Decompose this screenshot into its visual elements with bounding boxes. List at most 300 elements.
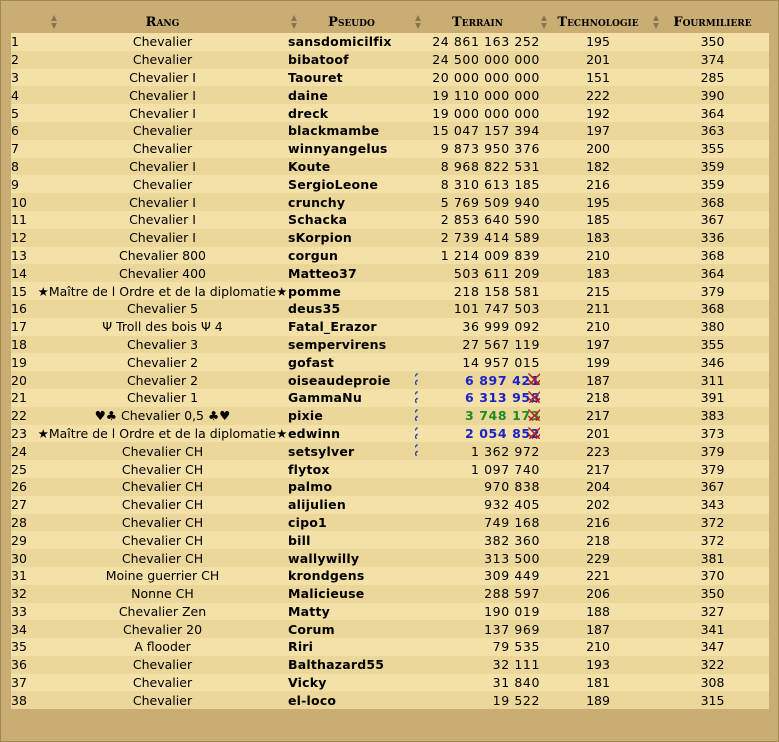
- terrain-value: 932 405: [484, 497, 540, 513]
- player-terrain: [415, 336, 540, 354]
- player-pseudo-link[interactable]: wallywilly: [288, 549, 415, 567]
- table-row: [11, 264, 769, 282]
- player-fourmiliere: 355: [656, 140, 769, 158]
- player-pseudo-link[interactable]: sKorpion: [288, 229, 415, 247]
- player-pseudo-link[interactable]: Riri: [288, 638, 415, 656]
- column-header-fourmiliere-label: Fourmiliere: [673, 14, 752, 30]
- table-row: [11, 460, 769, 478]
- terrain-value: 218 158 581: [453, 283, 540, 299]
- player-fourmiliere: 379: [656, 282, 769, 300]
- row-number: 24: [11, 442, 37, 460]
- crossed-swords-blue-icon[interactable]: [415, 443, 419, 458]
- player-technologie: 217: [540, 460, 656, 478]
- row-number: 34: [11, 620, 37, 638]
- sort-arrows-icon[interactable]: [51, 13, 58, 31]
- row-number: 14: [11, 264, 37, 282]
- player-technologie: 189: [540, 691, 656, 709]
- table-row: [11, 407, 769, 425]
- player-technologie: 216: [540, 175, 656, 193]
- player-rank: ♥♣ Chevalier 0,5 ♣♥: [37, 407, 288, 425]
- player-rank: Chevalier I: [37, 104, 288, 122]
- row-number: 17: [11, 318, 37, 336]
- row-number: 27: [11, 496, 37, 514]
- player-pseudo-link[interactable]: palmo: [288, 478, 415, 496]
- player-fourmiliere: 372: [656, 514, 769, 532]
- player-terrain: [415, 104, 540, 122]
- terrain-value: 970 838: [484, 479, 540, 495]
- player-rank: Chevalier 800: [37, 247, 288, 265]
- player-rank: A flooder: [37, 638, 288, 656]
- player-terrain: [415, 86, 540, 104]
- table-row: [11, 122, 769, 140]
- player-fourmiliere: 322: [656, 656, 769, 674]
- player-technologie: 206: [540, 585, 656, 603]
- player-fourmiliere: 363: [656, 122, 769, 140]
- player-pseudo-link[interactable]: setsylver: [288, 442, 415, 460]
- player-pseudo-link[interactable]: corgun: [288, 247, 415, 265]
- player-terrain: [415, 247, 540, 265]
- player-fourmiliere: 391: [656, 389, 769, 407]
- player-pseudo-link[interactable]: flytox: [288, 460, 415, 478]
- player-rank: Nonne CH: [37, 585, 288, 603]
- player-fourmiliere: 364: [656, 104, 769, 122]
- terrain-value: 6 313 958: [465, 390, 540, 406]
- player-fourmiliere: 383: [656, 407, 769, 425]
- player-terrain: [415, 531, 540, 549]
- player-fourmiliere: 390: [656, 86, 769, 104]
- column-header-pseudo-label: Pseudo: [328, 14, 375, 30]
- row-number: 3: [11, 69, 37, 87]
- player-fourmiliere: 341: [656, 620, 769, 638]
- column-header-terrain-label: Terrain: [452, 14, 503, 30]
- terrain-value: 288 597: [484, 586, 540, 602]
- row-number: 11: [11, 211, 37, 229]
- player-technologie: 192: [540, 104, 656, 122]
- table-row: [11, 33, 769, 51]
- row-number: 15: [11, 282, 37, 300]
- player-terrain: [415, 175, 540, 193]
- table-row: [11, 353, 769, 371]
- row-number: 37: [11, 674, 37, 692]
- player-terrain: [415, 442, 540, 460]
- player-fourmiliere: 347: [656, 638, 769, 656]
- terrain-value: 749 168: [484, 514, 540, 530]
- terrain-value: 19 522: [492, 692, 540, 708]
- terrain-value: 27 567 119: [462, 336, 540, 352]
- crossed-swords-blue-icon[interactable]: [415, 408, 419, 423]
- sort-arrows-icon[interactable]: [291, 13, 298, 31]
- sort-arrows-icon[interactable]: [653, 13, 660, 31]
- player-technologie: 197: [540, 336, 656, 354]
- player-technologie: 221: [540, 567, 656, 585]
- player-fourmiliere: 379: [656, 460, 769, 478]
- player-terrain: [415, 656, 540, 674]
- player-terrain: [415, 425, 540, 443]
- player-rank: Chevalier CH: [37, 531, 288, 549]
- terrain-value: 1 097 740: [470, 461, 540, 477]
- player-technologie: 223: [540, 442, 656, 460]
- row-number: 25: [11, 460, 37, 478]
- player-fourmiliere: 364: [656, 264, 769, 282]
- row-number: 5: [11, 104, 37, 122]
- player-rank: ★Maître de l Ordre et de la diplomatie★: [37, 425, 288, 441]
- row-number: 35: [11, 638, 37, 656]
- player-technologie: 151: [540, 69, 656, 87]
- player-pseudo-link[interactable]: Koute: [288, 158, 415, 176]
- player-rank: Chevalier: [37, 674, 288, 692]
- player-rank: Chevalier: [37, 656, 288, 674]
- table-row: [11, 496, 769, 514]
- crossed-swords-red-icon[interactable]: [527, 372, 540, 387]
- row-number: 13: [11, 247, 37, 265]
- player-rank: Moine guerrier CH: [37, 567, 288, 585]
- player-terrain: [415, 496, 540, 514]
- player-terrain: [415, 389, 540, 407]
- player-technologie: 193: [540, 656, 656, 674]
- player-rank: Chevalier 2: [37, 353, 288, 371]
- player-rank: Chevalier 5: [37, 300, 288, 318]
- table-row: [11, 229, 769, 247]
- row-number: 30: [11, 549, 37, 567]
- player-pseudo-link[interactable]: Balthazard55: [288, 656, 415, 674]
- player-technologie: 210: [540, 318, 656, 336]
- player-fourmiliere: 374: [656, 51, 769, 69]
- table-row: [11, 51, 769, 69]
- player-fourmiliere: 380: [656, 318, 769, 336]
- player-fourmiliere: 315: [656, 691, 769, 709]
- player-rank: Chevalier I: [37, 69, 288, 87]
- column-header-rang-label: Rang: [145, 14, 180, 30]
- table-row: [11, 104, 769, 122]
- crossed-swords-red-icon[interactable]: [527, 408, 540, 423]
- player-terrain: [415, 318, 540, 336]
- ranking-rows: [11, 33, 769, 709]
- terrain-value: 503 611 209: [453, 265, 540, 281]
- player-fourmiliere: 367: [656, 478, 769, 496]
- column-header-terrain[interactable]: [415, 11, 540, 33]
- row-number: 9: [11, 175, 37, 193]
- table-row: [11, 211, 769, 229]
- table-row: [11, 674, 769, 692]
- terrain-value: 24 500 000 000: [432, 52, 540, 68]
- player-terrain: [415, 638, 540, 656]
- player-pseudo-link[interactable]: bibatoof: [288, 51, 415, 69]
- table-row: [11, 549, 769, 567]
- row-number: 26: [11, 478, 37, 496]
- player-terrain: [415, 603, 540, 621]
- terrain-value: 9 873 950 376: [440, 141, 540, 157]
- player-pseudo-link[interactable]: pomme: [288, 282, 415, 300]
- player-pseudo-link[interactable]: winnyangelus: [288, 140, 415, 158]
- table-row: [11, 531, 769, 549]
- player-terrain: [415, 282, 540, 300]
- player-pseudo-link[interactable]: Matteo37: [288, 264, 415, 282]
- player-terrain: [415, 193, 540, 211]
- crossed-swords-blue-icon[interactable]: [415, 426, 419, 441]
- crossed-swords-blue-icon[interactable]: [415, 372, 419, 387]
- player-pseudo-link[interactable]: bill: [288, 531, 415, 549]
- player-terrain: [415, 478, 540, 496]
- player-fourmiliere: 367: [656, 211, 769, 229]
- player-fourmiliere: 368: [656, 193, 769, 211]
- player-fourmiliere: 368: [656, 300, 769, 318]
- terrain-value: 20 000 000 000: [432, 69, 540, 85]
- player-pseudo-link[interactable]: Schacka: [288, 211, 415, 229]
- player-rank: Chevalier CH: [37, 514, 288, 532]
- player-rank: Chevalier I: [37, 211, 288, 229]
- table-row: [11, 318, 769, 336]
- player-rank: Chevalier: [37, 691, 288, 709]
- player-technologie: 217: [540, 407, 656, 425]
- table-row: [11, 140, 769, 158]
- player-technologie: 195: [540, 193, 656, 211]
- table-row: [11, 620, 769, 638]
- terrain-value: 8 968 822 531: [440, 158, 540, 174]
- player-fourmiliere: 285: [656, 69, 769, 87]
- player-terrain: [415, 140, 540, 158]
- row-number: 38: [11, 691, 37, 709]
- column-header-rang[interactable]: [37, 11, 288, 33]
- player-technologie: 187: [540, 620, 656, 638]
- table-row: [11, 389, 769, 407]
- terrain-value: 137 969: [484, 621, 540, 637]
- terrain-value: 32 111: [492, 657, 540, 673]
- row-number: 20: [11, 371, 37, 389]
- column-header-number: [11, 11, 37, 33]
- player-technologie: 182: [540, 158, 656, 176]
- terrain-value: 31 840: [492, 675, 540, 691]
- terrain-value: 1 362 972: [470, 443, 540, 459]
- player-pseudo-link[interactable]: sempervirens: [288, 336, 415, 354]
- player-terrain: [415, 229, 540, 247]
- table-row: [11, 691, 769, 709]
- table-row: [11, 247, 769, 265]
- player-pseudo-link[interactable]: krondgens: [288, 567, 415, 585]
- table-row: [11, 300, 769, 318]
- player-technologie: 183: [540, 264, 656, 282]
- table-row: [11, 442, 769, 460]
- row-number: 1: [11, 33, 37, 51]
- player-terrain: [415, 691, 540, 709]
- player-technologie: 211: [540, 300, 656, 318]
- ranking-table: [11, 11, 769, 709]
- player-technologie: 222: [540, 86, 656, 104]
- row-number: 8: [11, 158, 37, 176]
- player-pseudo-link[interactable]: Matty: [288, 603, 415, 621]
- player-terrain: [415, 567, 540, 585]
- row-number: 22: [11, 407, 37, 425]
- player-rank: Chevalier 400: [37, 264, 288, 282]
- player-terrain: [415, 674, 540, 692]
- row-number: 16: [11, 300, 37, 318]
- terrain-value: 1 214 009 839: [440, 247, 540, 263]
- player-rank: Chevalier CH: [37, 478, 288, 496]
- player-rank: ★Maître de l Ordre et de la diplomatie★: [37, 283, 288, 299]
- player-technologie: 201: [540, 425, 656, 443]
- player-technologie: 210: [540, 638, 656, 656]
- player-pseudo-link[interactable]: blackmambe: [288, 122, 415, 140]
- player-fourmiliere: 350: [656, 33, 769, 51]
- player-technologie: 188: [540, 603, 656, 621]
- sort-arrows-icon[interactable]: [541, 13, 548, 31]
- player-technologie: 201: [540, 51, 656, 69]
- player-pseudo-link[interactable]: Taouret: [288, 69, 415, 87]
- row-number: 10: [11, 193, 37, 211]
- player-technologie: 229: [540, 549, 656, 567]
- player-pseudo-link[interactable]: Corum: [288, 620, 415, 638]
- crossed-swords-red-icon[interactable]: [527, 426, 540, 441]
- terrain-value: 14 957 015: [462, 354, 540, 370]
- terrain-value: 6 897 421: [465, 372, 540, 388]
- player-fourmiliere: 350: [656, 585, 769, 603]
- player-fourmiliere: 368: [656, 247, 769, 265]
- column-header-fourmiliere[interactable]: [656, 11, 769, 33]
- player-terrain: [415, 549, 540, 567]
- player-rank: Chevalier I: [37, 193, 288, 211]
- player-terrain: [415, 300, 540, 318]
- player-pseudo-link[interactable]: gofast: [288, 353, 415, 371]
- player-pseudo-link[interactable]: daine: [288, 86, 415, 104]
- player-fourmiliere: 355: [656, 336, 769, 354]
- table-row: [11, 282, 769, 300]
- player-pseudo-link[interactable]: crunchy: [288, 193, 415, 211]
- table-row: [11, 425, 769, 443]
- player-pseudo-link[interactable]: oiseaudeproie: [288, 371, 415, 389]
- terrain-value: 8 310 613 185: [440, 176, 540, 192]
- player-rank: Ψ Troll des bois Ψ 4: [37, 318, 288, 336]
- player-fourmiliere: 372: [656, 531, 769, 549]
- player-rank: Chevalier: [37, 122, 288, 140]
- player-terrain: [415, 158, 540, 176]
- player-fourmiliere: 308: [656, 674, 769, 692]
- player-fourmiliere: 346: [656, 353, 769, 371]
- player-technologie: 218: [540, 531, 656, 549]
- player-terrain: [415, 33, 540, 51]
- player-fourmiliere: 327: [656, 603, 769, 621]
- player-rank: Chevalier: [37, 140, 288, 158]
- row-number: 18: [11, 336, 37, 354]
- player-technologie: 181: [540, 674, 656, 692]
- player-technologie: 204: [540, 478, 656, 496]
- row-number: 7: [11, 140, 37, 158]
- crossed-swords-blue-icon[interactable]: [415, 390, 419, 405]
- table-row: [11, 175, 769, 193]
- player-pseudo-link[interactable]: deus35: [288, 300, 415, 318]
- player-technologie: 210: [540, 247, 656, 265]
- terrain-value: 101 747 503: [453, 301, 540, 317]
- table-row: [11, 567, 769, 585]
- row-number: 4: [11, 86, 37, 104]
- player-terrain: [415, 51, 540, 69]
- player-pseudo-link[interactable]: cipo1: [288, 514, 415, 532]
- player-rank: Chevalier 3: [37, 336, 288, 354]
- player-technologie: 202: [540, 496, 656, 514]
- player-terrain: [415, 460, 540, 478]
- player-pseudo-link[interactable]: alijulien: [288, 496, 415, 514]
- player-terrain: [415, 69, 540, 87]
- player-pseudo-link[interactable]: edwinn: [288, 425, 415, 443]
- table-row: [11, 478, 769, 496]
- player-fourmiliere: 343: [656, 496, 769, 514]
- crossed-swords-red-icon[interactable]: [527, 390, 540, 405]
- terrain-value: 19 000 000 000: [432, 105, 540, 121]
- player-pseudo-link[interactable]: Malicieuse: [288, 585, 415, 603]
- player-technologie: 218: [540, 389, 656, 407]
- player-technologie: 200: [540, 140, 656, 158]
- player-rank: Chevalier: [37, 51, 288, 69]
- player-terrain: [415, 371, 540, 389]
- sort-arrows-icon[interactable]: [415, 13, 422, 31]
- player-pseudo-link[interactable]: Fatal_Erazor: [288, 318, 415, 336]
- column-header-technologie-label: Technologie: [557, 14, 639, 30]
- player-pseudo-link[interactable]: SergioLeone: [288, 175, 415, 193]
- header-row: [11, 11, 769, 33]
- terrain-value: 2 739 414 589: [440, 230, 540, 246]
- terrain-value: 5 769 509 940: [440, 194, 540, 210]
- player-pseudo-link[interactable]: el-loco: [288, 691, 415, 709]
- column-header-technologie[interactable]: [540, 11, 656, 33]
- player-rank: Chevalier CH: [37, 442, 288, 460]
- player-fourmiliere: 370: [656, 567, 769, 585]
- table-row: [11, 69, 769, 87]
- player-technologie: 185: [540, 211, 656, 229]
- terrain-value: 24 861 163 252: [432, 34, 540, 50]
- player-fourmiliere: 373: [656, 425, 769, 443]
- player-pseudo-link[interactable]: GammaNu: [288, 389, 415, 407]
- player-terrain: [415, 585, 540, 603]
- player-terrain: [415, 407, 540, 425]
- player-fourmiliere: 336: [656, 229, 769, 247]
- player-technologie: 187: [540, 371, 656, 389]
- table-row: [11, 193, 769, 211]
- player-fourmiliere: 381: [656, 549, 769, 567]
- player-terrain: [415, 264, 540, 282]
- table-row: [11, 336, 769, 354]
- player-pseudo-link[interactable]: pixie: [288, 407, 415, 425]
- player-rank: Chevalier 2: [37, 371, 288, 389]
- terrain-value: 19 110 000 000: [432, 87, 540, 103]
- row-number: 6: [11, 122, 37, 140]
- player-rank: Chevalier: [37, 33, 288, 51]
- player-rank: Chevalier 1: [37, 389, 288, 407]
- terrain-value: 2 853 640 590: [440, 212, 540, 228]
- player-terrain: [415, 620, 540, 638]
- player-rank: Chevalier Zen: [37, 603, 288, 621]
- player-rank: Chevalier 20: [37, 620, 288, 638]
- player-terrain: [415, 353, 540, 371]
- row-number: 19: [11, 353, 37, 371]
- terrain-value: 309 449: [484, 568, 540, 584]
- terrain-value: 190 019: [484, 603, 540, 619]
- row-number: 2: [11, 51, 37, 69]
- player-rank: Chevalier CH: [37, 460, 288, 478]
- player-pseudo-link[interactable]: sansdomicilfix: [288, 33, 415, 51]
- column-header-pseudo[interactable]: [288, 11, 415, 33]
- player-technologie: 216: [540, 514, 656, 532]
- row-number: 21: [11, 389, 37, 407]
- terrain-value: 36 999 092: [462, 319, 540, 335]
- player-pseudo-link[interactable]: dreck: [288, 104, 415, 122]
- player-technologie: 183: [540, 229, 656, 247]
- player-technologie: 197: [540, 122, 656, 140]
- table-row: [11, 656, 769, 674]
- terrain-value: 15 047 157 394: [432, 123, 540, 139]
- table-row: [11, 638, 769, 656]
- player-technologie: 215: [540, 282, 656, 300]
- player-technologie: 195: [540, 33, 656, 51]
- player-rank: Chevalier I: [37, 86, 288, 104]
- player-pseudo-link[interactable]: Vicky: [288, 674, 415, 692]
